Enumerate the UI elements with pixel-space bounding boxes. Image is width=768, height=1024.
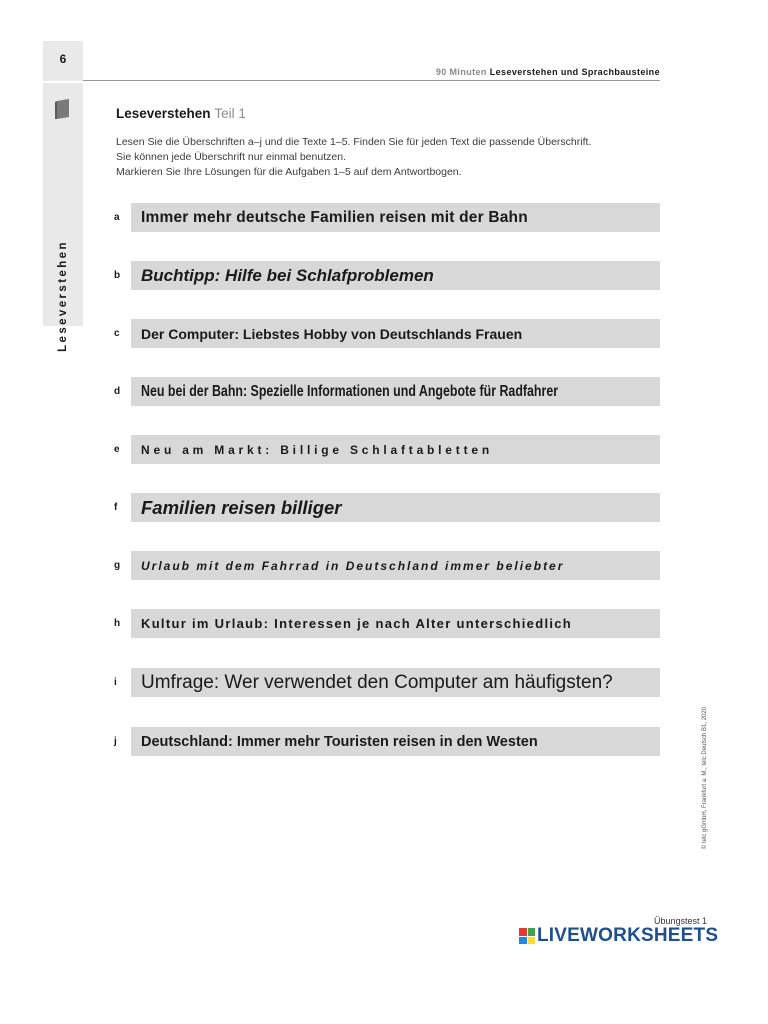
headline-bar[interactable] — [131, 319, 660, 348]
headline-text: Urlaub mit dem Fahrrad in Deutschland immer beliebter — [141, 558, 565, 573]
headline-text: Immer mehr deutsche Familien reisen mit der Bahn — [141, 208, 528, 226]
side-tab — [43, 41, 83, 352]
headline-bar[interactable] — [131, 668, 660, 697]
headline-a[interactable] — [114, 203, 660, 232]
page-number: 6 — [59, 52, 67, 66]
headline-letter: j — [114, 736, 117, 747]
headline-i[interactable] — [114, 668, 660, 697]
book-icon — [55, 99, 71, 119]
headline-text: Deutschland: Immer mehr Touristen reisen in den Westen — [141, 733, 538, 750]
headline-f[interactable] — [114, 493, 660, 522]
header-time: 90 Minuten — [435, 67, 487, 77]
headline-c[interactable] — [114, 319, 660, 348]
headline-b[interactable] — [114, 261, 660, 290]
headline-letter: e — [114, 444, 120, 455]
headline-bar[interactable] — [131, 261, 660, 290]
headline-bar[interactable] — [131, 377, 660, 406]
headline-d[interactable] — [114, 377, 660, 406]
headline-text: Neu am Markt: Billige Schlaftabletten — [141, 442, 493, 457]
headline-h[interactable] — [114, 609, 660, 638]
headline-text: Kultur im Urlaub: Interessen je nach Alter unterschiedlich — [141, 616, 573, 631]
page-header — [436, 67, 660, 77]
headline-bar[interactable] — [131, 551, 660, 580]
side-section-label: Leseverstehen — [57, 240, 69, 352]
headline-letter: f — [114, 502, 118, 513]
headline-letter: b — [114, 270, 121, 281]
headline-letter: g — [114, 560, 121, 571]
header-rule — [83, 80, 660, 81]
headline-e[interactable] — [114, 435, 660, 464]
headline-bar[interactable] — [131, 493, 660, 522]
headline-letter: i — [114, 677, 117, 688]
headline-bar[interactable] — [131, 727, 660, 756]
liveworksheets-icon — [519, 928, 535, 944]
headline-text: Neu bei der Bahn: Spezielle Informationen und Angebote für Radfahrer — [141, 382, 559, 400]
instruction-line: Markieren Sie Ihre Lösungen für die Aufgaben 1–5 auf dem Antwortbogen. — [116, 166, 462, 178]
headline-j[interactable] — [114, 727, 660, 756]
headline-text: Familien reisen billiger — [141, 496, 342, 518]
section-title-main: Leseverstehen — [116, 106, 211, 121]
headline-g[interactable] — [114, 551, 660, 580]
headline-text: Umfrage: Wer verwendet den Computer am häufigsten? — [141, 671, 613, 693]
headline-text: Buchtipp: Hilfe bei Schlafproblemen — [141, 265, 434, 285]
instructions — [116, 135, 591, 180]
headline-bar[interactable] — [131, 609, 660, 638]
copyright-notice: © telc gGmbH, Frankfurt a. M., telc Deutsch B1, 2020 — [702, 706, 708, 850]
instruction-line: Lesen Sie die Überschriften a–j und die Texte 1–5. Finden Sie für jeden Text die passende Überschrift. — [116, 136, 592, 148]
brand-text: LIVEWORKSHEETS — [537, 925, 719, 946]
headline-letter: h — [114, 618, 121, 629]
tab-divider — [43, 81, 83, 83]
headline-bar[interactable] — [131, 435, 660, 464]
header-title: Leseverstehen und Sprachbausteine — [489, 67, 660, 77]
headline-bar[interactable] — [131, 203, 660, 232]
headline-letter: a — [114, 212, 120, 223]
section-part: Teil 1 — [214, 106, 246, 121]
headline-text: Der Computer: Liebstes Hobby von Deutschlands Frauen — [141, 325, 523, 342]
footer-label: Übungstest 1 — [653, 916, 707, 926]
headline-letter: d — [114, 386, 121, 397]
instruction-line: Sie können jede Überschrift nur einmal benutzen. — [116, 151, 346, 163]
liveworksheets-logo[interactable] — [519, 925, 718, 947]
headline-letter: c — [114, 328, 120, 339]
section-title — [116, 106, 246, 121]
